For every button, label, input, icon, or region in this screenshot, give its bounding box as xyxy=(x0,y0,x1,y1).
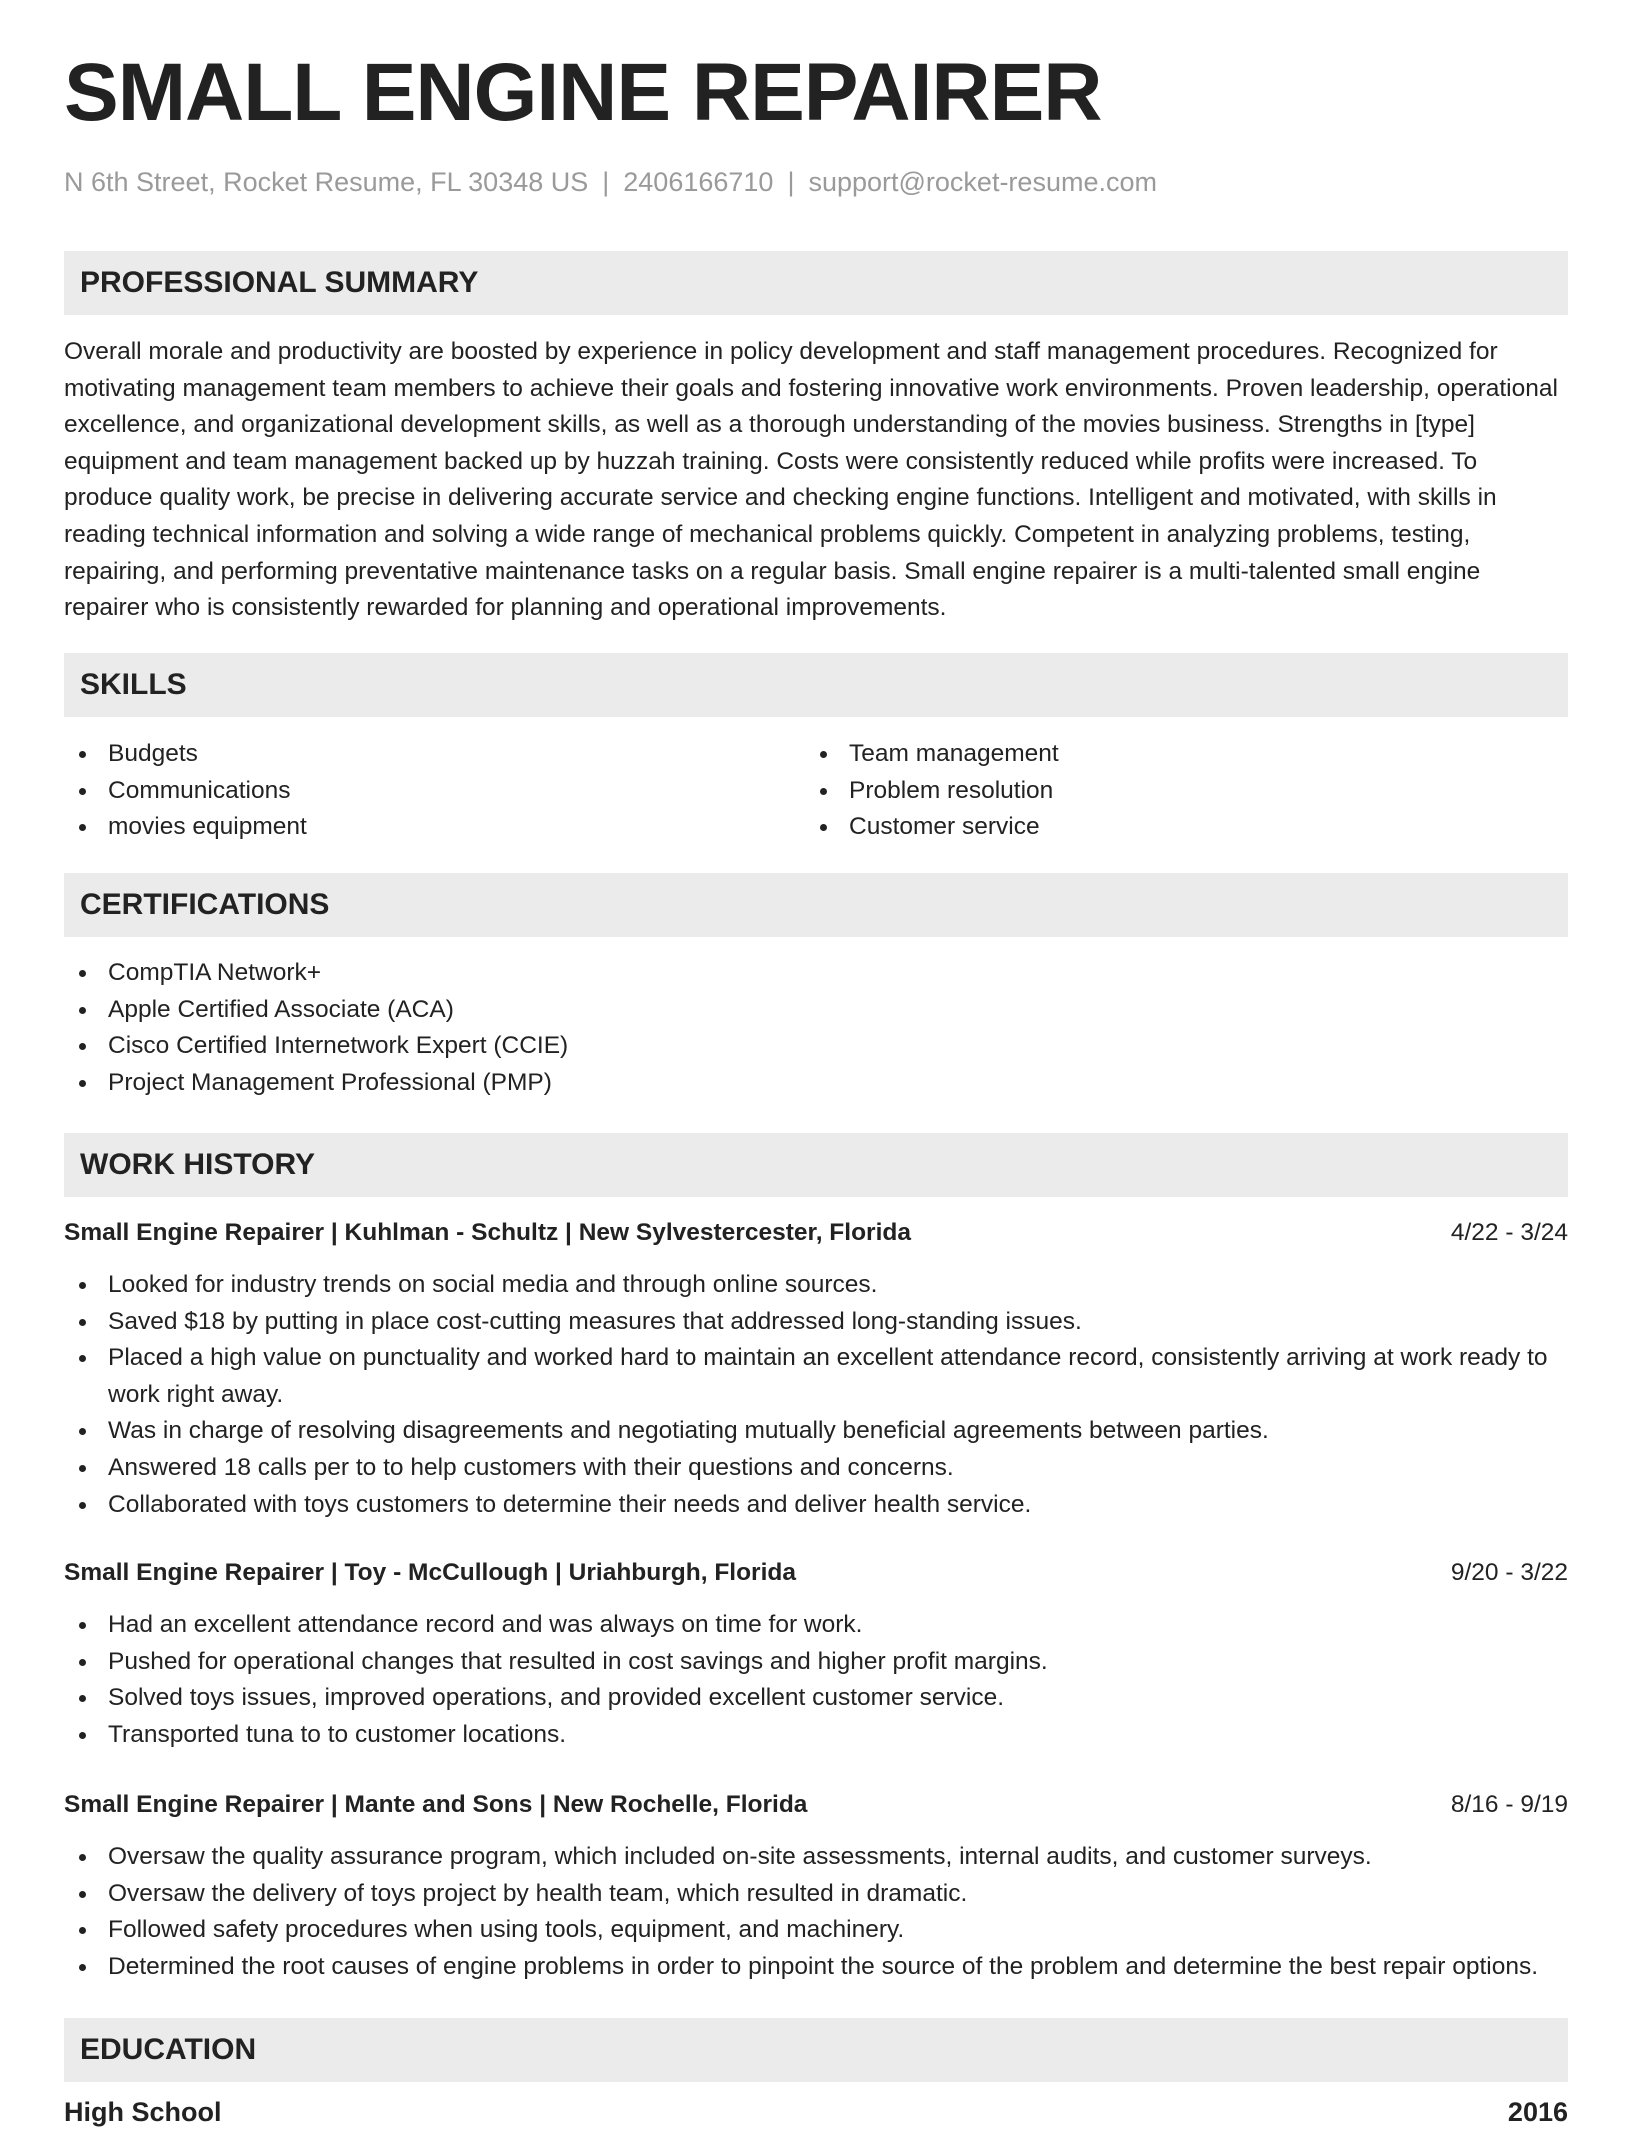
skills-list-left xyxy=(64,736,307,846)
job-bullet-text: Followed safety procedures when using tools, equipment, and machinery. xyxy=(108,1916,905,1944)
summary-heading: PROFESSIONAL SUMMARY xyxy=(80,266,479,299)
contact-email: support@rocket-resume.com xyxy=(808,167,1157,197)
certification-label: CompTIA Network+ xyxy=(108,959,322,986)
bullet-icon xyxy=(79,788,86,795)
job-bullet-text: Solved toys issues, improved operations, and provided excellent customer service. xyxy=(108,1684,1005,1712)
contact-separator: | xyxy=(787,167,795,197)
job-bullet-text: Oversaw the quality assurance program, which included on-site assessments, internal audits, and customer surveys. xyxy=(108,1843,1372,1870)
job-bullet xyxy=(64,1607,1568,1644)
contact-phone: 2406166710 xyxy=(623,167,774,197)
job-bullet-text: Determined the root causes of engine problems in order to pinpoint the source of the problem and determine the best repair options. xyxy=(108,1952,1539,1980)
skill-label: movies equipment xyxy=(108,813,307,841)
job-title: Small Engine Repairer | Kuhlman - Schultz | New Sylvestercester, Florida xyxy=(64,1219,911,1246)
skills-list-right xyxy=(805,736,1059,846)
certification-item xyxy=(64,1065,568,1102)
certification-item xyxy=(64,955,568,992)
skill-label: Customer service xyxy=(849,813,1040,841)
job-bullet-text: Answered 18 calls per to to help customers with their questions and concerns. xyxy=(108,1453,954,1481)
job-bullet-text: Had an excellent attendance record and was always on time for work. xyxy=(108,1611,863,1638)
bullet-icon xyxy=(79,1732,86,1739)
work-history-heading: WORK HISTORY xyxy=(80,1148,316,1181)
skill-item xyxy=(64,736,307,773)
job-bullet xyxy=(64,1644,1568,1681)
bullet-icon xyxy=(79,1927,86,1934)
bullet-icon xyxy=(820,751,827,758)
job-bullet-text: Pushed for operational changes that resulted in cost savings and higher profit margins. xyxy=(108,1647,1048,1675)
job-bullet-list xyxy=(64,1607,1568,1753)
education-section-header xyxy=(64,2018,1568,2082)
job-bullet-text: Oversaw the delivery of toys project by health team, which resulted in dramatic. xyxy=(108,1879,968,1907)
certification-label: Cisco Certified Internetwork Expert (CCIE) xyxy=(108,1032,569,1060)
certifications-section-header xyxy=(64,873,1568,937)
job-bullet xyxy=(64,1304,1568,1341)
skill-item xyxy=(805,773,1059,810)
certifications-heading: CERTIFICATIONS xyxy=(80,888,330,921)
bullet-icon xyxy=(79,1964,86,1971)
job-bullet-list xyxy=(64,1839,1568,1985)
bullet-icon xyxy=(79,1319,86,1326)
job-bullet xyxy=(64,1413,1568,1450)
bullet-icon xyxy=(79,1854,86,1861)
summary-section-header xyxy=(64,251,1568,315)
job-bullet xyxy=(64,1717,1568,1754)
bullet-icon xyxy=(79,1043,86,1050)
bullet-icon xyxy=(79,1502,86,1509)
job-bullet xyxy=(64,1450,1568,1487)
bullet-icon xyxy=(79,1080,86,1087)
job-title-row xyxy=(64,1787,1568,1823)
resume-name: SMALL ENGINE REPAIRER xyxy=(64,47,1102,138)
job-bullet-text: Was in charge of resolving disagreements and negotiating mutually beneficial agreements between parties. xyxy=(108,1417,1269,1445)
job-bullet xyxy=(64,1680,1568,1717)
certification-label: Apple Certified Associate (ACA) xyxy=(108,995,454,1023)
education-school: High School xyxy=(64,2097,222,2127)
job-bullet xyxy=(64,1839,1568,1876)
bullet-icon xyxy=(79,1428,86,1435)
bullet-icon xyxy=(79,1007,86,1014)
skills-heading: SKILLS xyxy=(80,668,187,701)
contact-separator: | xyxy=(602,167,610,197)
bullet-icon xyxy=(820,788,827,795)
job-bullet-text: Saved $18 by putting in place cost-cutting measures that addressed long-standing issues. xyxy=(108,1307,1082,1335)
bullet-icon xyxy=(79,824,86,831)
skill-item xyxy=(64,809,307,846)
summary-text: Overall morale and productivity are boosted by experience in policy development and staff management procedures. Recognized for motivating management team members to achieve their goals and fostering innovative work environments. Proven leadership, operational excellence, and organizational development skills, as well as a thorough understanding of the movies business. Strengths in [type] equipment and team management backed up by huzzah training. Costs were consistently reduced while profits were increased. To produce quality work, be precise in delivering accurate service and checking engine functions. Intelligent and motivated, with skills in reading technical information and solving a wide range of mechanical problems quickly. Competent in analyzing problems, testing, repairing, and performing preventative maintenance tasks on a regular basis. Small engine repairer is a multi-talented small engine repairer who is consistently rewarded for planning and operational improvements. xyxy=(64,338,1558,622)
contact-address: N 6th Street, Rocket Resume, FL 30348 US xyxy=(64,167,589,197)
job-bullet xyxy=(64,1340,1568,1413)
bullet-icon xyxy=(79,1355,86,1362)
job-bullet xyxy=(64,1487,1568,1524)
bullet-icon xyxy=(79,1891,86,1898)
skill-label: Budgets xyxy=(108,740,198,767)
job-dates: 9/20 - 3/22 xyxy=(1450,1559,1568,1586)
job-title: Small Engine Repairer | Mante and Sons | New Rochelle, Florida xyxy=(64,1791,808,1818)
contact-line xyxy=(64,167,1157,198)
certification-item xyxy=(64,1028,568,1065)
bullet-icon xyxy=(79,1659,86,1666)
bullet-icon xyxy=(79,970,86,977)
education-row xyxy=(64,2094,1568,2130)
job-title: Small Engine Repairer | Toy - McCullough | Uriahburgh, Florida xyxy=(64,1559,796,1586)
bullet-icon xyxy=(79,1465,86,1472)
bullet-icon xyxy=(79,1695,86,1702)
job-bullet-text: Placed a high value on punctuality and worked hard to maintain an excellent attendance record, consistently arriving at work ready to work right away. xyxy=(108,1344,1548,1408)
skills-section-header xyxy=(64,653,1568,717)
bullet-icon xyxy=(79,751,86,758)
job-bullet xyxy=(64,1267,1568,1304)
certification-item xyxy=(64,992,568,1029)
job-dates: 4/22 - 3/24 xyxy=(1450,1219,1568,1246)
work-history-section-header xyxy=(64,1133,1568,1197)
job-bullet xyxy=(64,1912,1568,1949)
bullet-icon xyxy=(79,1282,86,1289)
skill-item xyxy=(805,736,1059,773)
bullet-icon xyxy=(820,824,827,831)
job-dates: 8/16 - 9/19 xyxy=(1450,1791,1568,1818)
bullet-icon xyxy=(79,1622,86,1629)
job-title-row xyxy=(64,1215,1568,1251)
certifications-list xyxy=(64,955,568,1101)
skill-label: Team management xyxy=(849,740,1059,767)
education-heading: EDUCATION xyxy=(80,2033,257,2066)
job-bullet-text: Transported tuna to to customer locations. xyxy=(108,1720,567,1748)
skill-item xyxy=(805,809,1059,846)
job-bullet-text: Looked for industry trends on social media and through online sources. xyxy=(108,1271,878,1298)
education-year: 2016 xyxy=(1507,2097,1568,2127)
skill-label: Communications xyxy=(108,776,291,804)
skill-item xyxy=(64,773,307,810)
job-bullet-text: Collaborated with toys customers to determine their needs and deliver health service. xyxy=(108,1490,1032,1518)
certification-label: Project Management Professional (PMP) xyxy=(108,1068,552,1096)
job-bullet xyxy=(64,1949,1568,1986)
job-title-row xyxy=(64,1555,1568,1591)
job-bullet-list xyxy=(64,1267,1568,1523)
job-bullet xyxy=(64,1876,1568,1913)
skill-label: Problem resolution xyxy=(849,776,1054,804)
